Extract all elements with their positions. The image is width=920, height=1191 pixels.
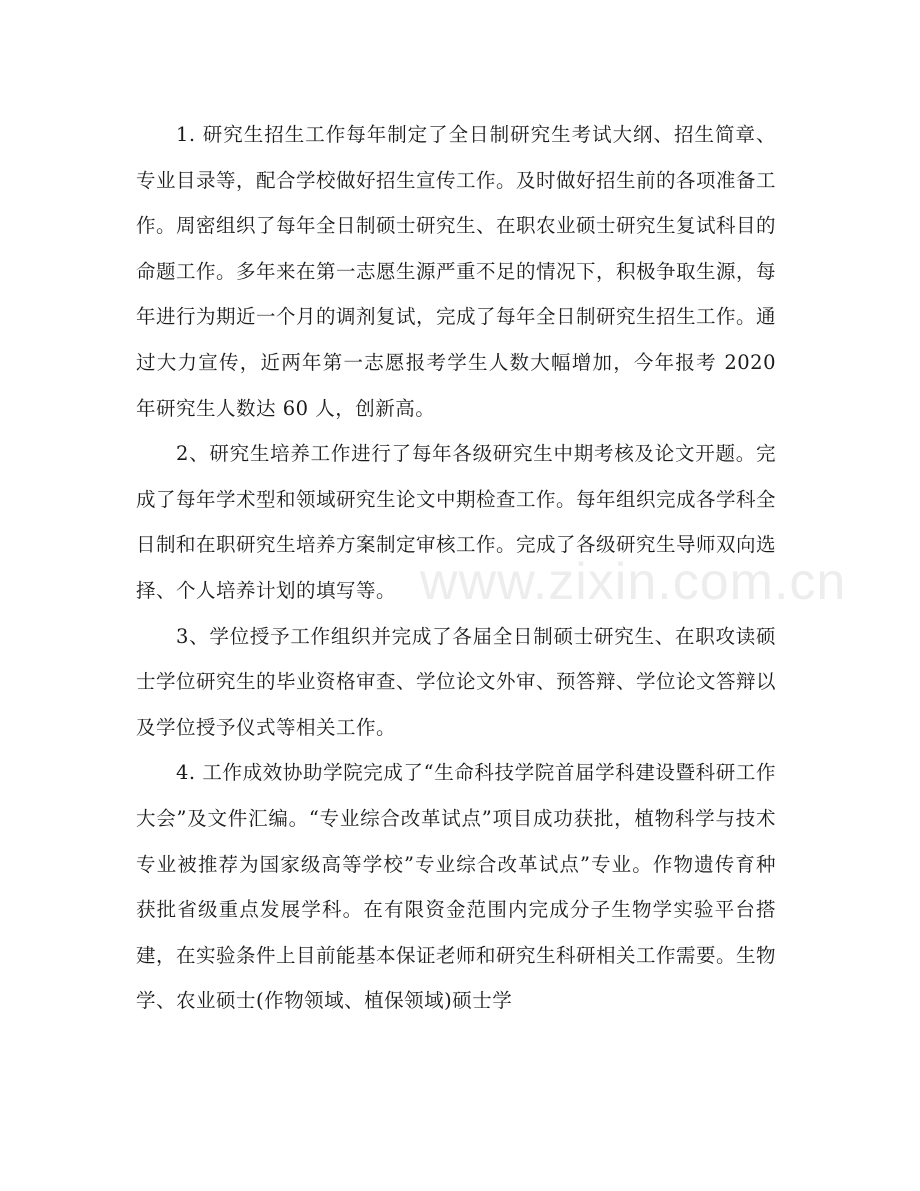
paragraph-recruitment: 1. 研究生招生工作每年制定了全日制研究生考试大纲、招生简章、专业目录等，配合学校做好招生宣传工作。及时做好招生前的各项准备工作。周密组织了每年全日制硕士研究生、在职农业硕士研究生复试科目的命题工作。多年来在第一志愿生源严重不足的情况下，积极争取生源，每年进行为期近一个月的调剂复试，完成了每年全日制研究生招生工作。通过大力宣传，近两年第一志愿报考学生人数大幅增加，今年报考 2020 年研究生人数达 60 人，创新高。 <box>136 123 777 420</box>
paragraph-degree-awarding: 3、学位授予工作组织并完成了各届全日制硕士研究生、在职攻读硕士学位研究生的毕业资格审查、学位论文外审、预答辩、学位论文答辩以及学位授予仪式等相关工作。 <box>136 624 777 739</box>
paragraph-training: 2、研究生培养工作进行了每年各级研究生中期考核及论文开题。完成了每年学术型和领域研究生论文中期检查工作。每年组织完成各学科全日制和在职研究生培养方案制定审核工作。完成了各级研究生导师双向选择、个人培养计划的填写等。 <box>136 442 777 602</box>
document-body <box>136 112 776 1024</box>
watermark: www.zixin.com.cn <box>420 553 847 611</box>
paragraph-achievements: 4. 工作成效协助学院完成了“生命科技学院首届学科建设暨科研工作大会”及文件汇编。“专业综合改革试点”项目成功获批，植物科学与技术专业被推荐为国家级高等学校”专业综合改革试点”专业。作物遗传育种获批省级重点发展学科。在有限资金范围内完成分子生物学实验平台搭建，在实验条件上目前能基本保证老师和研究生科研相关工作需要。生物学、农业硕士(作物领域、植保领域)硕士学 <box>136 761 777 1013</box>
